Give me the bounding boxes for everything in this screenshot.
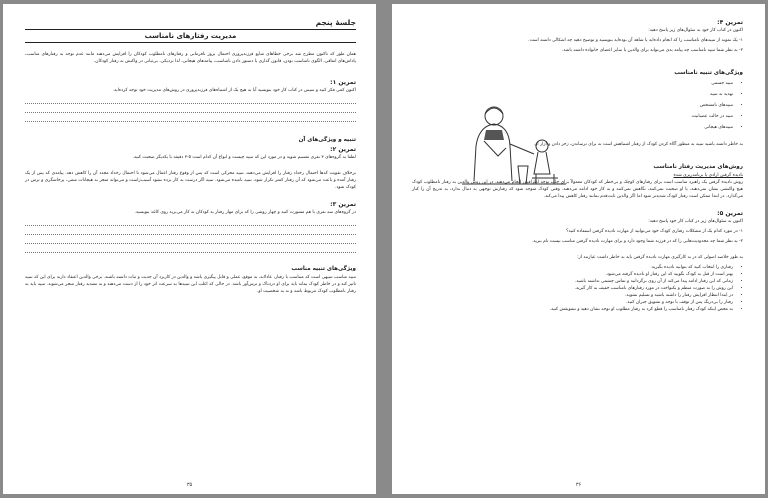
exercise-5-title: تمرین ۵: (717, 210, 743, 217)
session-label: جلسۀ پنجم (315, 18, 356, 27)
parent-child-illustration (454, 96, 574, 186)
list-item: • تهدید به تنبیه (593, 89, 733, 100)
rule-item: • این روش را به صورت منظم و یکنواخت در مورد رفتارهای نامناسب خفیف به کار گیرید. (412, 285, 733, 292)
right-page (392, 4, 765, 494)
exercise-3-text: در گروه‌های سه نفری با هم مشورت کنید و چهار روشی را که برای مهار رفتار بد کودکان به کار می‌برید روی کاغذ بنویسید. (134, 210, 356, 215)
exercise-4-question-2: ۲- به نظر شما تنبیه نامناسب چه پیامد بدی می‌تواند برای والدین یا سایر اعضای خانواده داشته باشد. (562, 48, 743, 53)
page-number: ۳۶ (575, 482, 582, 488)
methods-paragraph: روش نادیده گرفتن یک راهبرد مناسب است برای رفتارهای کوچک و بی‌خطر که کودکان معمولاً برای جلب توجه اطرافیان انجام می‌دهند. در این روش والدین به رفتار نامطلوب کودک هیچ واکنشی نشان نمی‌دهند، با او صحبت نمی‌کنند، نگاهش نمی‌کنند و به کار خود ادامه می‌دهند. وقتی کودک متوجه شود که رفتارش توجهی به دنبال ندارد، به تدریج آن را کنار می‌گذارد. در ابتدا ممکن است رفتار کودک شدیدتر شود اما اگر والدین ثابت‌قدم بمانند رفتار کاهش پیدا می‌کند. (412, 180, 743, 199)
rule-item: • بهتر است از قبل به کودک بگویید که این رفتار او نادیده گرفته می‌شود. (412, 271, 733, 278)
exercise-5-intro: اکنون به سئوال‌های زیر در کتاب کار خود پاسخ دهید: (648, 219, 743, 224)
exercise-5-question-1: ۱- در مورد کدام یک از مشکلات رفتاری کودک خود می‌توانید از مهارت نادیده گرفتن استفاده کنید؟ (566, 229, 743, 234)
exercise-1-title: تمرین ۱: (330, 79, 356, 86)
answer-line (25, 97, 356, 104)
answer-line (25, 246, 356, 253)
exercise-3-title: تمرین ۳: (330, 201, 356, 208)
exercise-1-text: اکنون کمی فکر کنید و سپس در کتاب کار خود بنویسید آیا به هیچ یک از اشتباه‌های فرزندپروری در روش‌های مدیریت خود توجه کرده‌اید. (112, 88, 356, 93)
methods-heading: روش‌های مدیریت رفتار نامناسب (653, 164, 743, 170)
exercise-2-title: تمرین ۲: (330, 146, 356, 153)
answer-line (25, 237, 356, 244)
methods-subheading: نادیده گرفتن ارادی یا برنامه‌ریزی شده (673, 173, 743, 178)
rules-list (412, 264, 743, 313)
exercise-4-question-1: ۱- یک نمونه از تنبیه‌های نامناسب را که انجام داده‌اید یا شاهد آن بوده‌اید بنویسید و توضیح دهید چه اشکالی داشته است. (528, 38, 743, 43)
rule-item: • رفتاری را انتخاب کنید که بتوانید نادیده بگیرید. (412, 264, 733, 271)
rule-item: • به محض اینکه کودک رفتار نامناسب را قطع کرد به رفتار مطلوب او توجه نشان دهید و تشویقش کنید. (412, 306, 733, 313)
page-number: ۳۵ (186, 482, 193, 488)
answer-line (25, 106, 356, 113)
list-item: • تنبیه‌های هیجانی (593, 122, 733, 133)
answer-line (25, 219, 356, 226)
page-title: مدیریت رفتارهای نامناسب (25, 29, 356, 43)
illustration-caption: به خاطر داشته باشید تنبیه به منظور آگاه کردن کودک از رفتار اشتباهش است نه برای ترساندن، زجر دادن و آزار او. (533, 142, 743, 147)
left-page (3, 4, 376, 494)
list-item: • تنبیه جسمی (593, 78, 733, 89)
exercise-2-text: لطفا به گروه‌های ۳ نفری تقسیم شوید و در مورد این که تنبیه چیست و انواع آن کدام است ۵-۳ دقیقه با یکدیگر صحبت کنید. (132, 155, 356, 160)
rule-item: • رفتار را بی‌درنگ پس از توقف با توجه و تشویق جبران کنید. (412, 299, 733, 306)
features-heading: ویژگی‌های تنبیه مناسب (291, 266, 356, 272)
answer-line (25, 115, 356, 122)
improper-punishment-list (593, 69, 743, 133)
exercise-4-intro: اکنون در کتاب کار خود به سئوال‌های زیر پاسخ دهید: (648, 28, 743, 33)
punishment-heading: تنبیه و ویژگی‌های آن (298, 137, 356, 143)
list-heading: ویژگی‌های تنبیه نامناسب (674, 70, 743, 76)
intro-paragraph: همان طور که تاکنون مطرح شد برخی خطاهای شایع فرزندپروری احتمال بروز نافرمانی و رفتارهای نامطلوب کودکان را افزایش می‌دهند مانند عدم توجه به رفتارهای مناسب، پاداش‌های اتفاقی، الگوی نامناسب بودن، قانون گذاری یا دستور دادن نامناسب، پیامدهای هیجانی، لذا نزدیکی، بی‌ثباتی در واکنش به رفتار کودکان. (25, 52, 356, 64)
exercise-5-question-2: ۲- به نظر شما چه محدودیت‌هایی را که در فرزند شما وجود دارد و برای مهارت نادیده گرفتن مناسب نیست نام ببرید. (531, 239, 743, 244)
rule-item: • زمانی که این رفتار ادامه پیدا می‌کند از آن روی برگردانید و تماس چشمی نداشته باشید. (412, 278, 733, 285)
rules-intro: به طور خلاصه اصولی که در به کارگیری مهارت نادیده گرفتن باید به خاطر داشت عبارتند از: (577, 255, 743, 260)
features-paragraph: تنبیه مناسب تنبیهی است که متناسب با رفتار، عادلانه، به موقع، عملی و قابل پیگیری باشد و والدین در کاربرد آن جدیت و ثبات داشته باشند. برخی والدین اعتقاد دارند برای این که تنبیه تاثیر کند و در خاطر کودک بماند باید برای او دردناک و ترس‌آور باشد. در حالی که اغلب این تنبیه‌ها به سرعت اثر خود را از دست می‌دهند و به تشدید رفتار منجر می‌شوند. تنبیه باید به رفتار نامطلوب کودک مربوط باشد و نه به شخصیت او. (25, 275, 356, 294)
punishment-paragraph: برخلاف تقویت که‌ها احتمال رخداد رفتار را افزایش می‌دهند، تنبیه محرکی است که پس از وقوع رفتار اعمال می‌شود تا احتمال رخداد مجدد آن را کاهش دهد. پیامدی که پس از یک رفتار آمده و باعث می‌شود که آن رفتار کمتر تکرار شود، تنبیه نامیده می‌شود. تنبیه اگر درست به کار برده نشود آسیب‌زاست و می‌تواند منجر به هیجانات منفی، پرخاشگری و ترس در کودک شود. (25, 171, 356, 190)
answer-line (25, 228, 356, 235)
rule-item: • در ابتدا انتظار افزایش رفتار را داشته باشید و تسلیم نشوید. (412, 292, 733, 299)
list-item: • تنبیه در حالت عصبانیت (593, 111, 733, 122)
list-item: • تنبیه‌های نامشخص (593, 100, 733, 111)
exercise-4-title: تمرین ۴: (717, 19, 743, 26)
